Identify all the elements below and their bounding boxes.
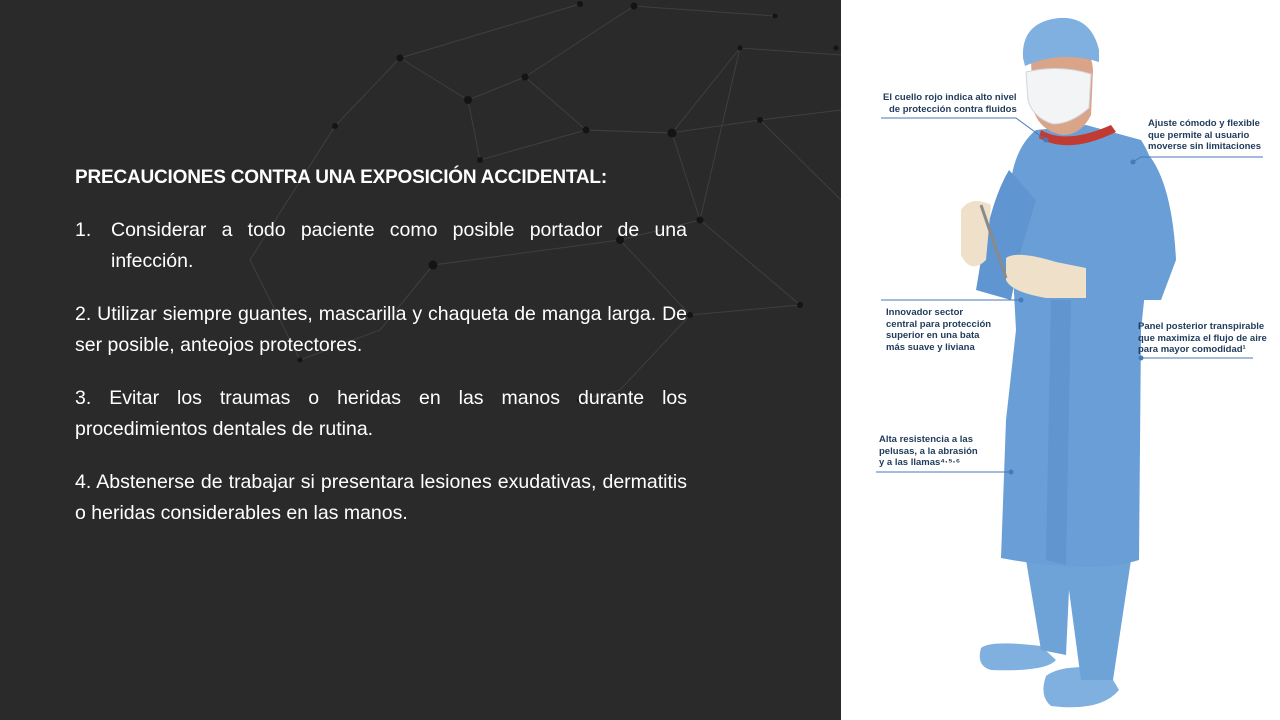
callout-line: más suave y liviana: [886, 341, 975, 353]
callout-panel: [1138, 321, 1267, 356]
callout-line: Panel posterior transpirable: [1138, 321, 1265, 332]
precaution-item-2: 2. Utilizar siempre guantes, mascarilla y chaqueta de manga larga. De ser posible, anteojos protectores.: [75, 303, 687, 356]
callout-line: que maximiza el flujo de aire: [1138, 332, 1267, 344]
callout-resistance: [879, 434, 978, 469]
callout-line: pelusas, a la abrasión: [879, 445, 978, 457]
callout-line: El cuello rojo indica alto nivel: [883, 92, 1017, 103]
precautions-content: [75, 162, 687, 551]
callout-fit: [1148, 118, 1261, 153]
callout-line: Innovador sector: [886, 307, 964, 318]
callout-line: Alta resistencia a las: [879, 434, 973, 445]
precaution-item-4: 4. Abstenerse de trabajar si presentara lesiones exudativas, dermatitis o heridas considerables en las manos.: [75, 471, 687, 524]
precaution-number: 1.: [75, 219, 92, 241]
callout-collar: [883, 92, 1017, 115]
precaution-item-3: 3. Evitar los traumas o heridas en las manos durante los procedimientos dentales de rutina.: [75, 387, 687, 440]
gown-figure-panel: [841, 0, 1280, 720]
callout-line-collar: [881, 118, 1046, 140]
slide-heading: PRECAUCIONES CONTRA UNA EXPOSICIÓN ACCIDENTAL:: [75, 167, 607, 188]
callout-line: Ajuste cómodo y flexible: [1148, 118, 1260, 129]
precaution-text: Considerar a todo paciente como posible portador de una infección.: [111, 219, 687, 272]
callout-line: para mayor comodidad¹: [1138, 344, 1246, 355]
precaution-item-1: [75, 215, 687, 277]
callout-sector: [886, 307, 991, 353]
callout-line: de protección contra fluidos: [889, 103, 1017, 115]
callout-line: que permite al usuario: [1148, 129, 1250, 141]
callout-line: central para protección: [886, 318, 992, 330]
callout-line: moverse sin limitaciones: [1148, 141, 1261, 152]
callout-line: y a las llamas⁴·⁵·⁶: [879, 457, 961, 468]
callout-line: superior en una bata: [886, 330, 980, 341]
